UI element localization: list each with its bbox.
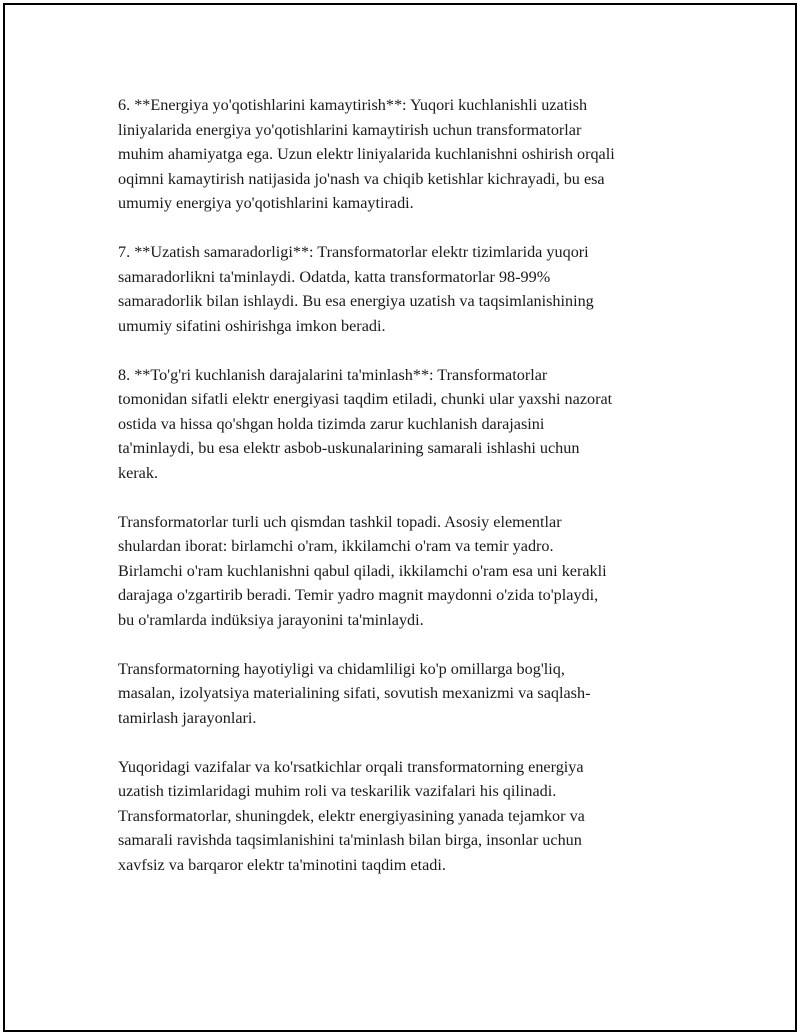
paragraph-transformer-parts: Transformatorlar turli uch qismdan tashkil topadi. Asosiy elementlar shulardan iborat: birlamchi o'ram, ikkilamchi o'ram va temir yadro. Birlamchi o'ram kuchlanishni qabul qiladi, ikkilamchi o'ram esa uni kerakli darajaga o'zgartirib beradi. Temir yadro magnit maydonni o'zida to'playdi, bu o'ramlarda indüksiya jarayonini ta'minlaydi. [118,512,607,629]
paragraph-transmission-efficiency: 7. **Uzatish samaradorligi**: Transformatorlar elektr tizimlarida yuqori samaradorlikni ta'minlaydi. Odatda, katta transformatorlar 98-99% samaradorlik bilan ishlaydi. Bu esa energiya uzatish va taqsimlanishining umumiy sifatini oshirishga imkon beradi. [118,243,594,335]
paragraph-energy-losses: 6. **Energiya yo'qotishlarini kamaytirish**: Yuqori kuchlanishli uzatish liniyalarida energiya yo'qotishlarini kamaytirish uchun transformatorlar muhim ahamiyatga ega. Uzun elektr liniyalarida kuchlanishni oshirish orqali oqimni kamaytirish natijasida jo'nash va chiqib ketishlar kichrayadi, bu esa umumiy energiya yo'qotishlarini kamaytiradi. [118,96,615,212]
paragraph-transformer-lifetime: Transformatorning hayotiyligi va chidamliligi ko'p omillarga bog'liq, masalan, izolyatsiya materialining sifati, sovutish mexanizmi va saqlash- tamirlash jarayonlari. [118,659,591,727]
paragraph-voltage-levels: 8. **To'g'ri kuchlanish darajalarini ta'minlash**: Transformatorlar tomonidan sifatli elektr energiyasi taqdim etiladi, chunki ular yaxshi nazorat ostida va hissa qo'shgan holda tizimda zarur kuchlanish darajasini ta'minlaydi, bu esa elektr asbob-uskunalarining samarali ishlashi uchun kerak. [118,365,613,482]
document-body [118,93,693,902]
paragraph-conclusion: Yuqoridagi vazifalar va ko'rsatkichlar orqali transformatorning energiya uzatish tizimlaridagi muhim roli va teskarilik vazifalari his qilinadi. Transformatorlar, shuningdek, elektr energiyasining yanada tejamkor va samarali ravishda taqsimlanishini ta'minlash bilan birga, insonlar uchun xavfsiz va barqaror elektr ta'minotini taqdim etadi. [118,757,585,874]
